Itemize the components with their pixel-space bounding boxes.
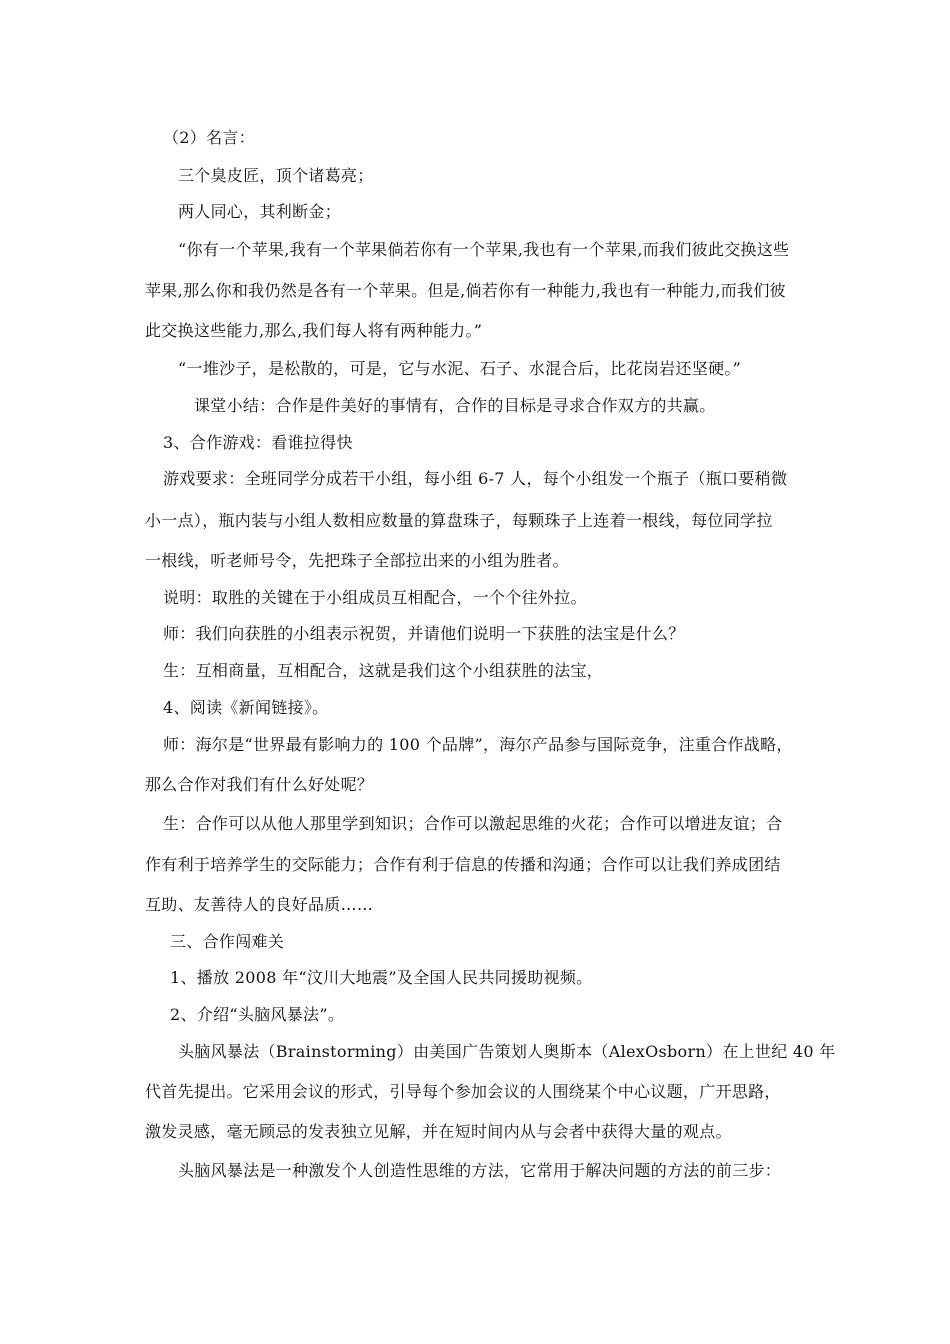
text-line: “你有一个苹果,我有一个苹果倘若你有一个苹果,我也有一个苹果,而我们彼此交换这些: [178, 240, 790, 259]
text-line: 激发灵感，毫无顾忌的发表独立见解，并在短时间内从与会者中获得大量的观点。: [145, 1122, 732, 1141]
text-line: 师：我们向获胜的小组表示祝贺，并请他们说明一下获胜的法宝是什么？: [163, 624, 685, 643]
text-line: 头脑风暴法（Brainstorming）由美国广告策划人奥斯本（AlexOsborn）在上世纪 40 年: [178, 1042, 836, 1061]
text-line: 1、播放 2008 年“汶川大地震”及全国人民共同援助视频。: [170, 968, 593, 987]
text-line: 3、合作游戏：看谁拉得快: [163, 433, 353, 452]
text-line: 三个臭皮匠，顶个诸葛亮；: [178, 166, 374, 185]
text-line: 课堂小结：合作是件美好的事情有，合作的目标是寻求合作双方的共赢。: [194, 396, 716, 415]
text-line: 那么合作对我们有什么好处呢？: [145, 775, 374, 794]
text-line: 生：合作可以从他人那里学到知识；合作可以激起思维的火花；合作可以增进友谊；合: [163, 814, 783, 833]
text-line: 生：互相商量，互相配合，这就是我们这个小组获胜的法宝，: [163, 661, 604, 680]
text-line: 师：海尔是“世界最有影响力的 100 个品牌”，海尔产品参与国际竞争，注重合作战略，: [163, 735, 793, 754]
text-line: 头脑风暴法是一种激发个人创造性思维的方法，它常用于解决问题的方法的前三步：: [178, 1161, 782, 1180]
text-line: 2、介绍“头脑风暴法”。: [170, 1005, 345, 1024]
text-line: （2）名言：: [163, 128, 255, 147]
text-line: 此交换这些能力,那么,我们每人将有两种能力。”: [145, 321, 483, 340]
text-line: 苹果,那么你和我仍然是各有一个苹果。但是,倘若你有一种能力,我也有一种能力,而我们彼: [145, 281, 786, 300]
text-line: 作有利于培养学生的交际能力；合作有利于信息的传播和沟通；合作可以让我们养成团结: [145, 855, 781, 874]
text-line: 一根线，听老师号令，先把珠子全部拉出来的小组为胜者。: [145, 551, 569, 570]
text-line: 互助、友善待人的良好品质……: [145, 895, 374, 914]
text-line: 说明：取胜的关键在于小组成员互相配合，一个个往外拉。: [163, 588, 587, 607]
text-line: 代首先提出。它采用会议的形式，引导每个参加会议的人围绕某个中心议题，广开思路，: [145, 1082, 781, 1101]
text-line: “一堆沙子，是松散的，可是，它与水泥、石子、水混合后，比花岗岩还坚硬。”: [178, 359, 742, 378]
text-line: 三、合作闯难关: [170, 932, 285, 951]
text-line: 4、阅读《新闻链接》。: [163, 698, 329, 717]
text-line: 小一点），瓶内装与小组人数相应数量的算盘珠子，每颗珠子上连着一根线，每位同学拉: [145, 511, 773, 530]
text-line: 游戏要求：全班同学分成若干小组，每小组 6-7 人，每个小组发一个瓶子（瓶口要稍微: [163, 469, 788, 488]
text-line: 两人同心，其利断金；: [178, 202, 342, 221]
